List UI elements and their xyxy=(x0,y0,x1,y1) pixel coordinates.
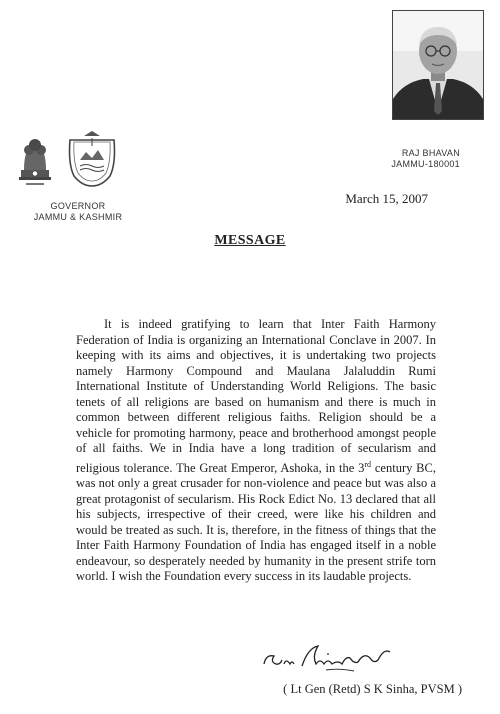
body-text-part1: It is indeed gratifying to learn that Inter Faith Harmony Federation of India is organizing an International Conclave in 2007. In keeping with its aims and objectives, it is undertaking two projects namely Harmony Compound and Maulana Jalaluddin Rumi International Institute of Understanding World Religions. The basic tenets of all religions are based on humanism and there is much in common between different religious faiths. Religion should be a vehicle for promoting harmony, peace and brotherhood amongst people of all faiths. We in India have a long tradition of secularism and religious tolerance. The Great Emperor, Ashoka, in the 3 xyxy=(76,317,436,475)
address-block xyxy=(391,148,460,170)
message-heading: MESSAGE xyxy=(214,233,286,248)
office-title-line2: JAMMU & KASHMIR xyxy=(33,212,123,222)
body-paragraph xyxy=(76,317,436,585)
ordinal-superscript: rd xyxy=(364,459,372,469)
message-body xyxy=(76,317,436,585)
address-line2: JAMMU-180001 xyxy=(391,159,460,169)
jk-emblem-icon xyxy=(62,130,122,188)
address-line1: RAJ BHAVAN xyxy=(401,148,460,158)
state-emblem-icon xyxy=(16,130,54,188)
body-text-part2: century BC, was not only a great crusader for non-violence and peace but was also a great protagonist of secularism. His Rock Edict No. 13 declared that all his subjects, irrespective of their creed, were like his children and would be treated as such. It is, therefore, in the fitness of things that the Inter Faith Harmony Foundation of India has engaged itself in a noble endeavour, so desperately needed by humanity in the present strife torn world. I wish the Foundation every success in its laudable projects. xyxy=(76,460,436,584)
office-title-line1: GOVERNOR xyxy=(50,201,106,211)
office-title xyxy=(18,201,138,223)
signatory-name: ( Lt Gen (Retd) S K Sinha, PVSM ) xyxy=(283,682,462,696)
portrait-photo xyxy=(392,10,484,120)
letter-date: March 15, 2007 xyxy=(345,191,428,206)
handwritten-signature xyxy=(258,634,408,676)
